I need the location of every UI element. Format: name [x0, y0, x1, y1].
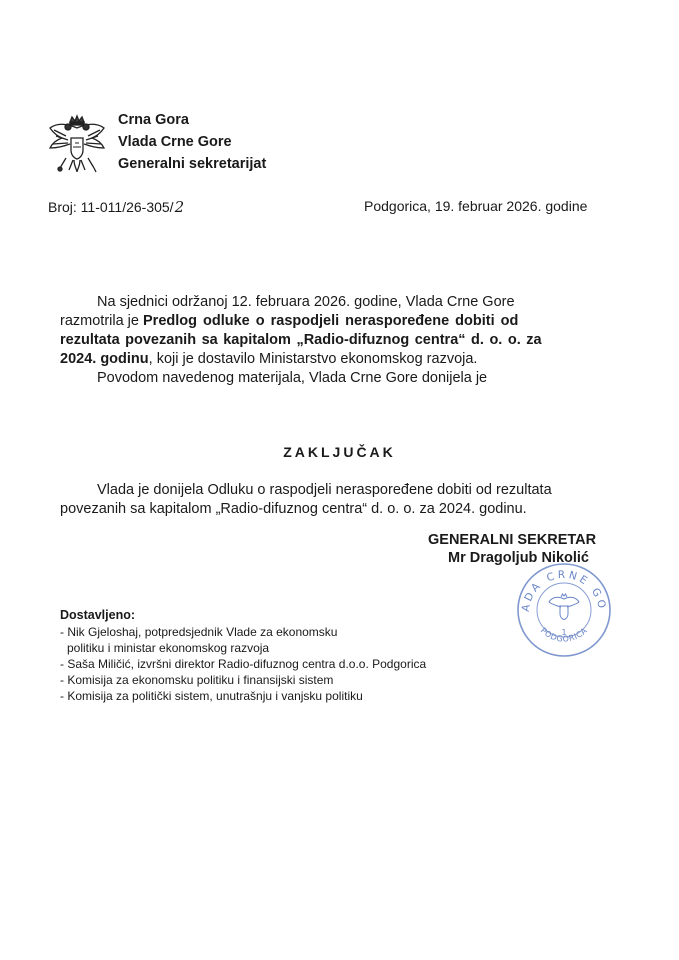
document-number: [48, 198, 184, 216]
intro-line-1: Na sjednici održanoj 12. februara 2026. godine, Vlada Crne Gore: [97, 294, 515, 310]
proposal-title-part-1: Predlog odluke o raspodjeli neraspoređene dobiti od: [143, 313, 519, 329]
distribution-title: Dostavljeno:: [60, 608, 136, 622]
coat-of-arms-icon: [44, 114, 110, 176]
intro-line-4: [60, 351, 477, 367]
distribution-item: - Nik Gjeloshaj, potpredsjednik Vlade za ekonomsku: [60, 625, 338, 639]
conclusion-heading: ZAKLJUČAK: [283, 444, 396, 460]
proposal-title-part-3: 2024. godinu: [60, 351, 149, 367]
header-country: Crna Gora: [118, 112, 189, 128]
header-government: Vlada Crne Gore: [118, 134, 232, 150]
official-stamp: [515, 561, 613, 659]
conclusion-line-1: Vlada je donijela Odluku o raspodjeli neraspoređene dobiti od rezultata: [97, 482, 552, 498]
intro-line-2-start: razmotrila je: [60, 313, 143, 329]
header-secretariat: Generalni sekretarijat: [118, 156, 267, 172]
document-number-text: Broj: 11-011/26-305/: [48, 199, 174, 215]
handwritten-number: 2: [174, 198, 185, 216]
stamp-number: 1: [561, 628, 567, 637]
proposal-title-part-2: rezultata povezanih sa kapitalom „Radio-difuznog centra“ d. o. o. za: [60, 332, 542, 348]
distribution-item: politiku i ministar ekonomskog razvoja: [67, 641, 270, 655]
intro-line-4-end: , koji je dostavilo Ministarstvo ekonomskog razvoja.: [148, 351, 478, 367]
distribution-item: - Saša Miličić, izvršni direktor Radio-difuznog centra d.o.o. Podgorica: [60, 657, 427, 671]
conclusion-line-2: povezanih sa kapitalom „Radio-difuznog centra“ d. o. o. za 2024. godinu.: [60, 501, 527, 517]
distribution-item: - Komisija za ekonomsku politiku i finansijski sistem: [60, 673, 334, 687]
distribution-item: - Komisija za politički sistem, unutrašnju i vanjsku politiku: [60, 689, 363, 703]
signatory-title: GENERALNI SEKRETAR: [428, 532, 597, 548]
stamp-emblem-icon: [549, 594, 579, 620]
stamp-bottom-text: PODGORICA: [538, 625, 590, 644]
intro-line-2: [60, 313, 620, 329]
intro-line-5: Povodom navedenog materijala, Vlada Crne Gore donijela je: [97, 370, 488, 386]
stamp-top-text: ADA CRNE GO: [519, 568, 609, 613]
place-date: Podgorica, 19. februar 2026. godine: [364, 198, 588, 214]
svg-text:VLADA CRNE GORE: [515, 561, 608, 613]
signatory-name: Mr Dragoljub Nikolić: [448, 550, 589, 566]
